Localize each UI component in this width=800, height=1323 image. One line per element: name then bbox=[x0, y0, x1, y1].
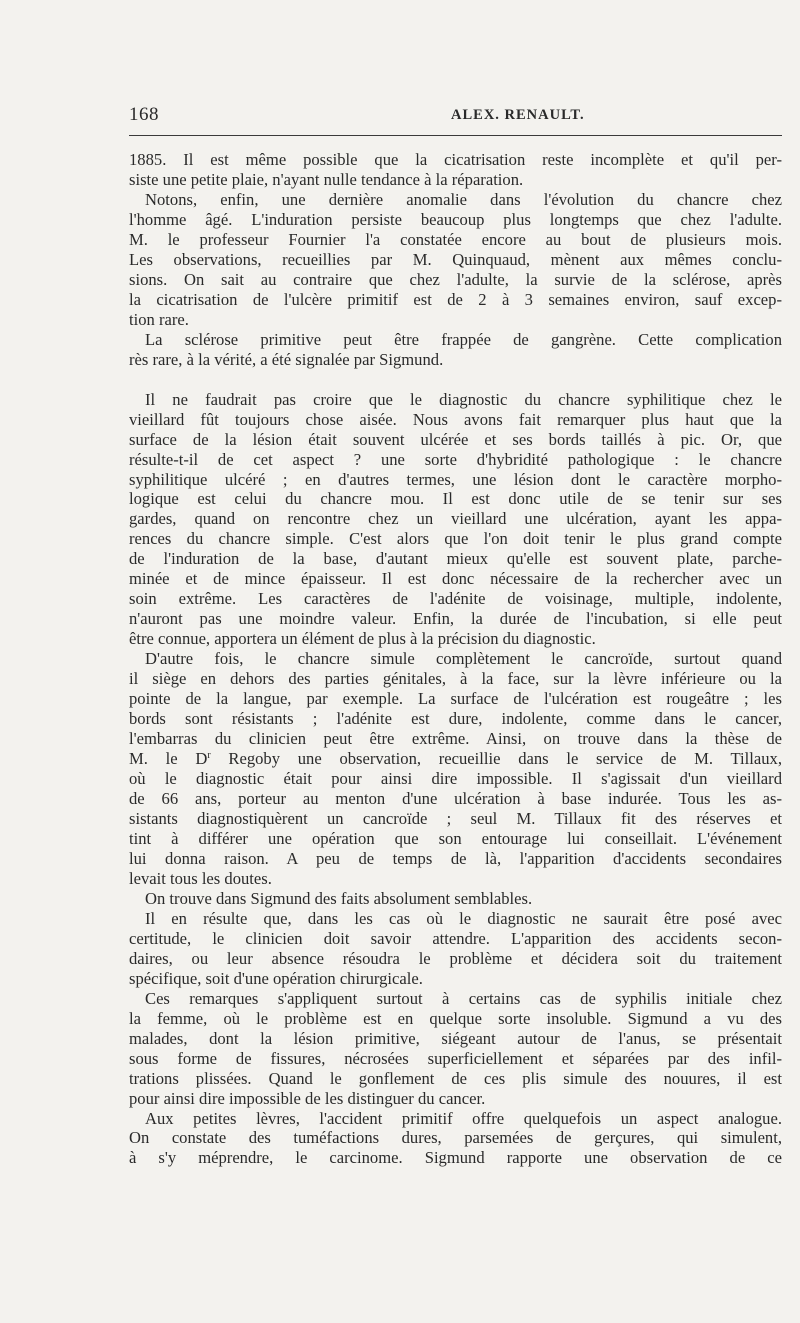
text-line: Les observations, recueillies par M. Quinquaud, mènent aux mêmes conclu- bbox=[129, 249, 782, 269]
text-line: rès rare, à la vérité, a été signalée par Sigmund. bbox=[129, 349, 444, 369]
text-line: gardes, quand on rencontre chez un vieillard une ulcération, ayant les appa- bbox=[129, 509, 782, 529]
text-line: Aux petites lèvres, l'accident primitif offre quelquefois un aspect analogue. bbox=[145, 1108, 782, 1128]
header-rule bbox=[129, 135, 782, 136]
text-line: la femme, où le problème est en quelque sorte insoluble. Sigmund a vu des bbox=[129, 1008, 782, 1028]
text-line: à s'y méprendre, le carcinome. Sigmund rapporte une observation de ce bbox=[129, 1148, 782, 1168]
text-line: tion rare. bbox=[129, 309, 189, 329]
text-line: Notons, enfin, une dernière anomalie dans l'évolution du chancre chez bbox=[145, 189, 782, 209]
text-line bbox=[129, 749, 782, 769]
page-header bbox=[129, 104, 782, 130]
text-segment: M. le D bbox=[129, 749, 208, 769]
text-line: de l'induration de la base, d'autant mieux qu'elle est souvent plate, parche- bbox=[129, 549, 782, 569]
text-line: D'autre fois, le chancre simule complètement le cancroïde, surtout quand bbox=[145, 649, 782, 669]
text-line: où le diagnostic était pour ainsi dire impossible. Il s'agissait d'un vieillard bbox=[129, 769, 782, 789]
text-line: La sclérose primitive peut être frappée de gangrène. Cette complication bbox=[145, 329, 782, 349]
text-line: être connue, apportera un élément de plus à la précision du diagnostic. bbox=[129, 629, 596, 649]
text-line: daires, ou leur absence résoudra le problème et décidera soit du traitement bbox=[129, 948, 782, 968]
text-line: surface de la lésion était souvent ulcérée et ses bords taillés à pic. Or, que bbox=[129, 429, 782, 449]
text-line: 1885. Il est même possible que la cicatrisation reste incomplète et qu'il per- bbox=[129, 150, 782, 169]
body-text bbox=[129, 150, 782, 1168]
text-line: il siège en dehors des parties génitales, à la face, sur la lèvre inférieure ou la bbox=[129, 669, 782, 689]
text-line: trations plissées. Quand le gonflement de ces plis simule des nouures, il est bbox=[129, 1068, 782, 1088]
text-line: Ces remarques s'appliquent surtout à certains cas de syphilis initiale chez bbox=[145, 988, 782, 1008]
text-line: malades, dont la lésion primitive, siégeant autour de l'anus, se présentait bbox=[129, 1028, 782, 1048]
text-line: sous forme de fissures, nécrosées superficiellement et séparées par des infil- bbox=[129, 1048, 782, 1068]
text-line: Il ne faudrait pas croire que le diagnostic du chancre syphilitique chez le bbox=[145, 389, 782, 409]
paragraph-gap bbox=[129, 370, 782, 390]
superscript: r bbox=[207, 750, 211, 762]
text-line: résulte-t-il de cet aspect ? une sorte d'hybridité pathologique : le chancre bbox=[129, 449, 782, 469]
text-line: n'auront pas une moindre valeur. Enfin, la durée de l'incubation, si elle peut bbox=[129, 609, 782, 629]
text-line: On constate des tuméfactions dures, parsemées de gerçures, qui simulent, bbox=[129, 1128, 782, 1148]
text-line: spécifique, soit d'une opération chirurgicale. bbox=[129, 968, 423, 988]
text-line: M. le professeur Fournier l'a constatée encore au bout de plusieurs mois. bbox=[129, 229, 782, 249]
text-line: sistants diagnostiquèrent un cancroïde ; seul M. Tillaux fit des réserves et bbox=[129, 808, 782, 828]
text-line: la cicatrisation de l'ulcère primitif est de 2 à 3 semaines environ, sauf excep- bbox=[129, 289, 782, 309]
text-segment: Regoby une observation, recueillie dans le service de M. Tillaux, bbox=[210, 749, 782, 769]
text-line: tint à différer une opération que son entourage lui conseillait. L'événement bbox=[129, 828, 782, 848]
text-line: Il en résulte que, dans les cas où le diagnostic ne saurait être posé avec bbox=[145, 908, 782, 928]
text-line: sions. On sait au contraire que chez l'adulte, la survie de la sclérose, après bbox=[129, 269, 782, 289]
text-line: bords sont résistants ; l'adénite est dure, indolente, comme dans le cancer, bbox=[129, 709, 782, 729]
text-line: soin extrême. Les caractères de l'adénite de voisinage, multiple, indolente, bbox=[129, 589, 782, 609]
text-line: lui donna raison. A peu de temps de là, l'apparition d'accidents secondaires bbox=[129, 848, 782, 868]
running-title: ALEX. RENAULT. bbox=[451, 107, 585, 123]
page-number: 168 bbox=[129, 104, 159, 125]
text-line: l'homme âgé. L'induration persiste beaucoup plus longtemps que chez l'adulte. bbox=[129, 209, 782, 229]
text-line: vieillard fût toujours chose aisée. Nous avons fait remarquer plus haut que la bbox=[129, 409, 782, 429]
text-line: siste une petite plaie, n'ayant nulle tendance à la réparation. bbox=[129, 169, 524, 189]
text-line: minée et de mince épaisseur. Il est donc nécessaire de la rechercher avec un bbox=[129, 569, 782, 589]
text-line: logique est celui du chancre mou. Il est donc utile de se tenir sur ses bbox=[129, 489, 782, 509]
text-line: pointe de la langue, par exemple. La surface de l'ulcération est rougeâtre ; les bbox=[129, 689, 782, 709]
text-line: certitude, le clinicien doit savoir attendre. L'apparition des accidents secon- bbox=[129, 928, 782, 948]
text-line: rences du chancre simple. C'est alors que l'on doit tenir le plus grand compte bbox=[129, 529, 782, 549]
text-line: levait tous les doutes. bbox=[129, 868, 272, 888]
text-line: l'embarras du clinicien peut être extrême. Ainsi, on trouve dans la thèse de bbox=[129, 729, 782, 749]
text-line: syphilitique ulcéré ; en d'autres termes, une lésion dont le caractère morpho- bbox=[129, 469, 782, 489]
text-line: On trouve dans Sigmund des faits absolument semblables. bbox=[145, 888, 533, 908]
text-line: pour ainsi dire impossible de les distinguer du cancer. bbox=[129, 1088, 486, 1108]
text-line: de 66 ans, porteur au menton d'une ulcération à base indurée. Tous les as- bbox=[129, 789, 782, 808]
